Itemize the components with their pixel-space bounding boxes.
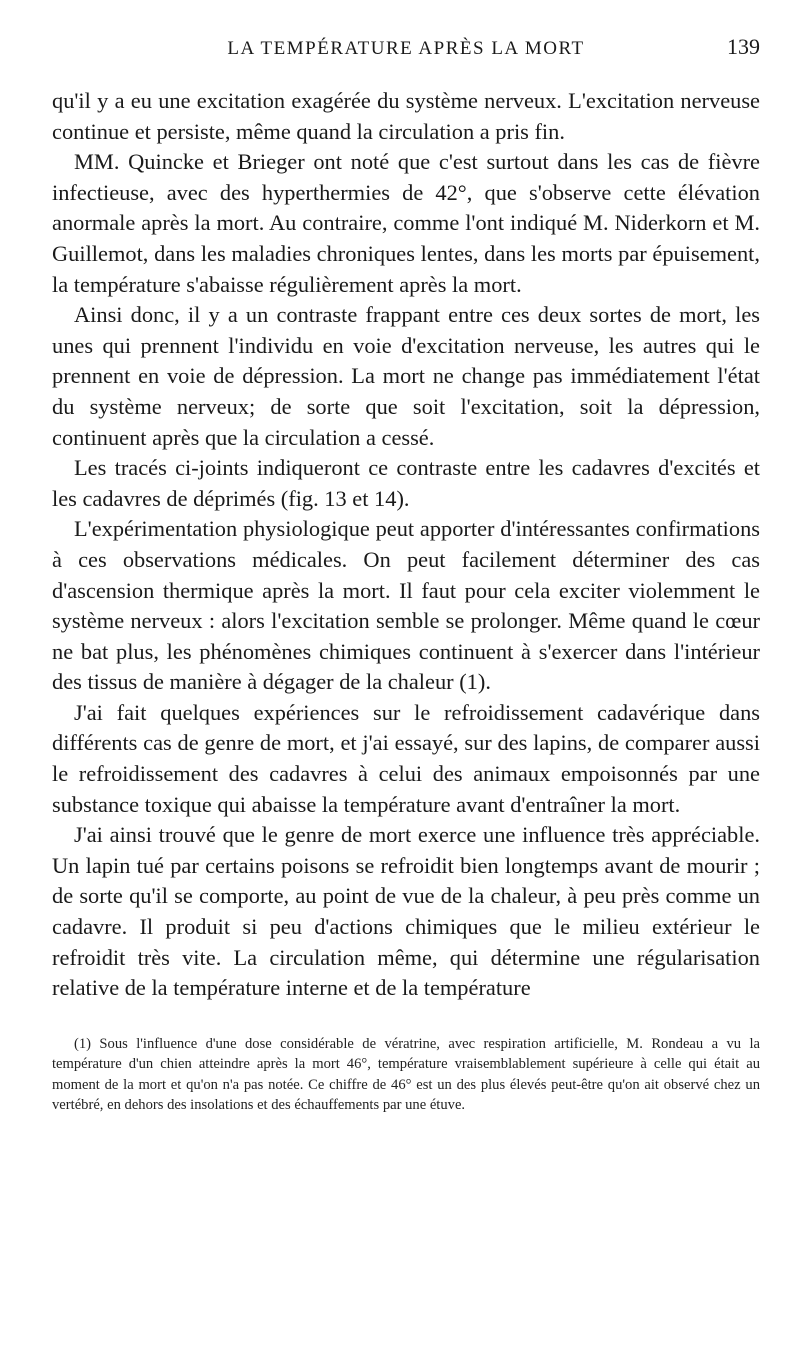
paragraph: Ainsi donc, il y a un contraste frappant entre ces deux sortes de mort, les unes qui prennent l'individu en voie d'excitation nerveuse, les autres qui le prennent en voie de dépression. La mort ne change pas immédiatement l'état du système nerveux; de sorte que soit l'excitation, soit la dépression, continuent après que la circulation a cessé. xyxy=(52,302,760,450)
book-page xyxy=(52,20,760,1330)
paragraph: J'ai ainsi trouvé que le genre de mort exerce une influence très appréciable. Un lapin tué par certains poisons se refroidit bien longtemps avant de mourir ; de sorte qu'il se comporte, au point de vue de la chaleur, à peu près comme un cadavre. Il produit si peu d'actions chimiques que le milieu extérieur le refroidit très vite. La circulation même, qui détermine une régularisation relative de la température interne et de la température xyxy=(52,822,760,1001)
footnotes xyxy=(52,1034,760,1116)
paragraph: J'ai fait quelques expériences sur le refroidissement cadavérique dans différents cas de genre de mort, et j'ai essayé, sur des lapins, de comparer aussi le refroidissement des cadavres à celui des animaux empoisonnés par une substance toxique qui abaisse la température avant d'entraîner la mort. xyxy=(52,699,760,817)
paragraph: L'expérimentation physiologique peut apporter d'intéressantes confirmations à ces observations médicales. On peut facilement déterminer des cas d'ascension thermique après la mort. Il faut pour cela exciter violemment le système nerveux : alors l'excitation semble se prolonger. Même quand le cœur ne bat plus, les phénomènes chimiques continuent à s'exercer dans l'intérieur des tissus de manière à dégager de la chaleur (1). xyxy=(52,516,760,695)
body-text xyxy=(52,86,760,1004)
paragraph: qu'il y a eu une excitation exagérée du système nerveux. L'excitation nerveuse continue et persiste, même quand la circulation a pris fin. xyxy=(52,88,760,144)
running-head xyxy=(52,20,760,62)
footnote: (1) Sous l'influence d'une dose considérable de vératrine, avec respiration artificielle, M. Rondeau a vu la température d'un chien atteindre après la mort 46°, température vraisemblablement supérieure à celle qui était au moment de la mort et qu'on n'a pas notée. Ce chiffre de 46° est un des plus élevés peut-être qu'on ait observé chez un vertébré, en dehors des insolations et des échauffements par une étuve. xyxy=(52,1035,760,1114)
paragraph: Les tracés ci-joints indiqueront ce contraste entre les cadavres d'excités et les cadavres de déprimés (fig. 13 et 14). xyxy=(52,455,760,511)
paragraph: MM. Quincke et Brieger ont noté que c'est surtout dans les cas de fièvre infectieuse, avec des hyperthermies de 42°, que s'observe cette élévation anormale après la mort. Au contraire, comme l'ont indiqué M. Niderkorn et M. Guillemot, dans les maladies chroniques lentes, dans les morts par épuisement, la température s'abaisse régulièrement après la mort. xyxy=(52,149,760,297)
running-title: LA TEMPÉRATURE APRÈS LA MORT xyxy=(227,38,585,59)
page-number: 139 xyxy=(727,34,760,59)
